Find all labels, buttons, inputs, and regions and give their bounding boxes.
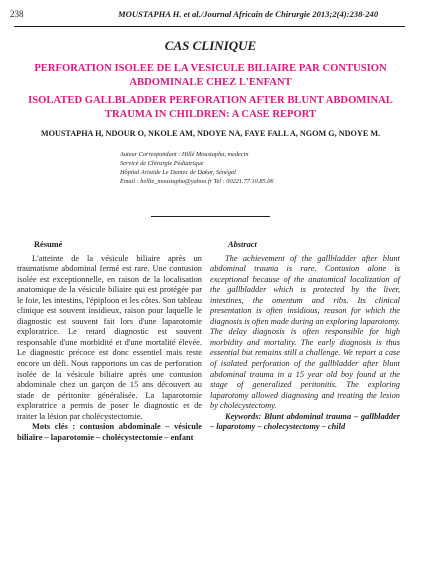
author-list: MOUSTAPHA H, NDOUR O, NKOLE AM, NDOYE NA, FAYE FALL A, NGOM G, NDOYE M. <box>40 129 381 138</box>
abstract-text: The achievement of the gallbladder after blunt abdominal trauma is rare. Contusion alone is exceptional because of the anatomical localization of the gallbladder which is protected by the liver, intestines, the omentum and ribs. Its clinical presentation is often insidious, reason for which the diagnosis is often made during an exploring laparotomy. The delay diagnosis is often responsible for high morbidity and mortality. The early diagnosis is thus essential but remains still a challenge. We report a case of isolated perforation of the gallbladder after blunt abdominal trauma in a 15 year old boy found at the stage of generalized peritonitis. The exploring laparotomy allowed diagnosing and treating the lesion by cholecystectomy. <box>210 253 400 411</box>
correspondence-service: Service de Chirurgie Pédiatrique <box>120 160 204 167</box>
resume-column <box>17 240 202 443</box>
correspondence-author: Auteur Correspondant : Hillé Moustapha, medecin <box>120 151 249 158</box>
running-head: MOUSTAPHA H. et al./Journal Africain de Chirurgie 2013;2(4):238-240 <box>118 9 379 19</box>
correspondence-block <box>120 150 370 186</box>
correspondence-contact: Email : hellie_moustapha@yahoo.fr Tel : 00221.77.10.85.06 <box>120 178 274 185</box>
section-label: CAS CLINIQUE <box>164 38 257 53</box>
header-rule <box>14 26 405 27</box>
resume-heading: Résumé <box>34 240 63 249</box>
resume-keywords: Mots clés : contusion abdominale – vésicule biliaire – laparotomie – cholécystectomie – enfant <box>17 422 202 442</box>
abstract-keywords: Keywords: Blunt abdominal trauma – gallbladder – laparotomy – cholecystectomy – child <box>210 411 400 432</box>
correspondence-hospital: Hôpital Aristide Le Dantec de Dakar, Sénégal <box>120 169 236 176</box>
abstract-heading: Abstract <box>228 240 257 249</box>
abstract-column <box>210 240 400 433</box>
divider-rule <box>151 216 270 217</box>
title-french: PERFORATION ISOLEE DE LA VESICULE BILIAIRE PAR CONTUSION ABDOMINALE CHEZ L'ENFANT <box>34 63 387 88</box>
resume-text: L'atteinte de la vésicule biliaire après un traumatisme abdominal fermé est rare. Une contusion isolée est exceptionnelle, en raison de la localisation anatomique de la vésicule biliaire qui est protégée par le foie, les intestins, l'épiploon et les côtes. Son tableau clinique est souvent insidieux, raison pour laquelle le diagnostic est souvent fait lors d'une laparotomie exploratrice. Le retard diagnostic est souvent responsable d'une morbidité et d'une mortalité élevée. Le diagnostic précoce est donc essentiel mais reste encore un défi. Nous rapportons un cas de perforation isolée de la vésicule biliaire après une contusion abdominale chez un garçon de 15 ans découvert au stade de péritonite généralisée. La laparotomie exploratrice a permis de poser le diagnostic et de traiter la lésion par cholécystectomie. <box>17 253 202 421</box>
title-english: ISOLATED GALLBLADDER PERFORATION AFTER BLUNT ABDOMINAL TRAUMA IN CHILDREN: A CASE REPORT <box>28 95 393 120</box>
page-number: 238 <box>10 9 24 19</box>
